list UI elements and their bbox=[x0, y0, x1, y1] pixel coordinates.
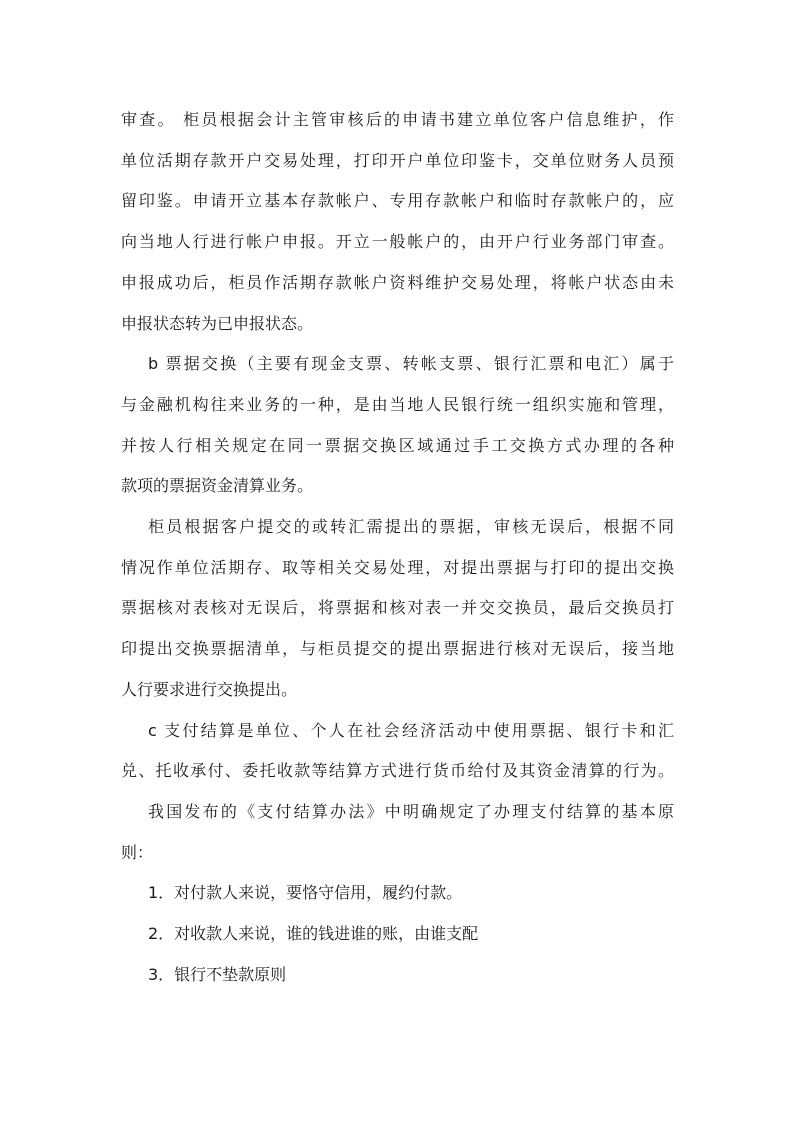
text-line: 并按人行相关规定在同一票据交换区域通过手工交换方式办理的各种 bbox=[121, 435, 674, 455]
principle-list-item: 3．银行不垫款原则 bbox=[148, 964, 287, 984]
text-line: 人行要求进行交换提出。 bbox=[121, 679, 298, 699]
text-line: 印提出交换票据清单，与柜员提交的提出票据进行核对无误后，接当地 bbox=[121, 639, 674, 659]
text-line: 申报状态转为已申报状态。 bbox=[121, 313, 314, 333]
text-line: 情况作单位活期存、取等相关交易处理，对提出票据与打印的提出交换 bbox=[121, 557, 674, 577]
paragraph-first-line: 我国发布的《支付结算办法》中明确规定了办理支付结算的基本原 bbox=[148, 801, 674, 821]
principle-list-item: 1．对付款人来说，要恪守信用，履约付款。 bbox=[148, 883, 463, 903]
text-line: 单位活期存款开户交易处理，打印开户单位印鉴卡，交单位财务人员预 bbox=[121, 150, 674, 170]
text-line: 票据核对表核对无误后，将票据和核对表一并交交换员，最后交换员打 bbox=[121, 598, 674, 618]
document-body bbox=[121, 100, 674, 995]
text-line: 审查。 柜员根据会计主管审核后的申请书建立单位客户信息维护，作 bbox=[121, 110, 674, 129]
paragraph-first-line: b 票据交换（主要有现金支票、转帐支票、银行汇票和电汇）属于 bbox=[148, 354, 674, 374]
text-line: 申报成功后，柜员作活期存款帐户资料维护交易处理，将帐户状态由未 bbox=[121, 272, 674, 292]
text-line: 兑、托收承付、委托收款等结算方式进行货币给付及其资金清算的行为。 bbox=[121, 761, 674, 781]
text-line: 则： bbox=[121, 842, 154, 862]
paragraph-first-line: 柜员根据客户提交的或转汇需提出的票据，审核无误后，根据不同 bbox=[148, 517, 674, 537]
text-line: 向当地人行进行帐户申报。开立一般帐户的，由开户行业务部门审查。 bbox=[121, 232, 674, 252]
text-line: 款项的票据资金清算业务。 bbox=[121, 476, 314, 496]
principle-list-item: 2．对收款人来说，谁的钱进谁的账，由谁支配 bbox=[148, 924, 479, 944]
text-line: 与金融机构往来业务的一种，是由当地人民银行统一组织实施和管理， bbox=[121, 394, 674, 414]
text-line: 留印鉴。申请开立基本存款帐户、专用存款帐户和临时存款帐户的，应 bbox=[121, 191, 674, 211]
paragraph-first-line: c 支付结算是单位、个人在社会经济活动中使用票据、银行卡和汇 bbox=[148, 720, 674, 740]
